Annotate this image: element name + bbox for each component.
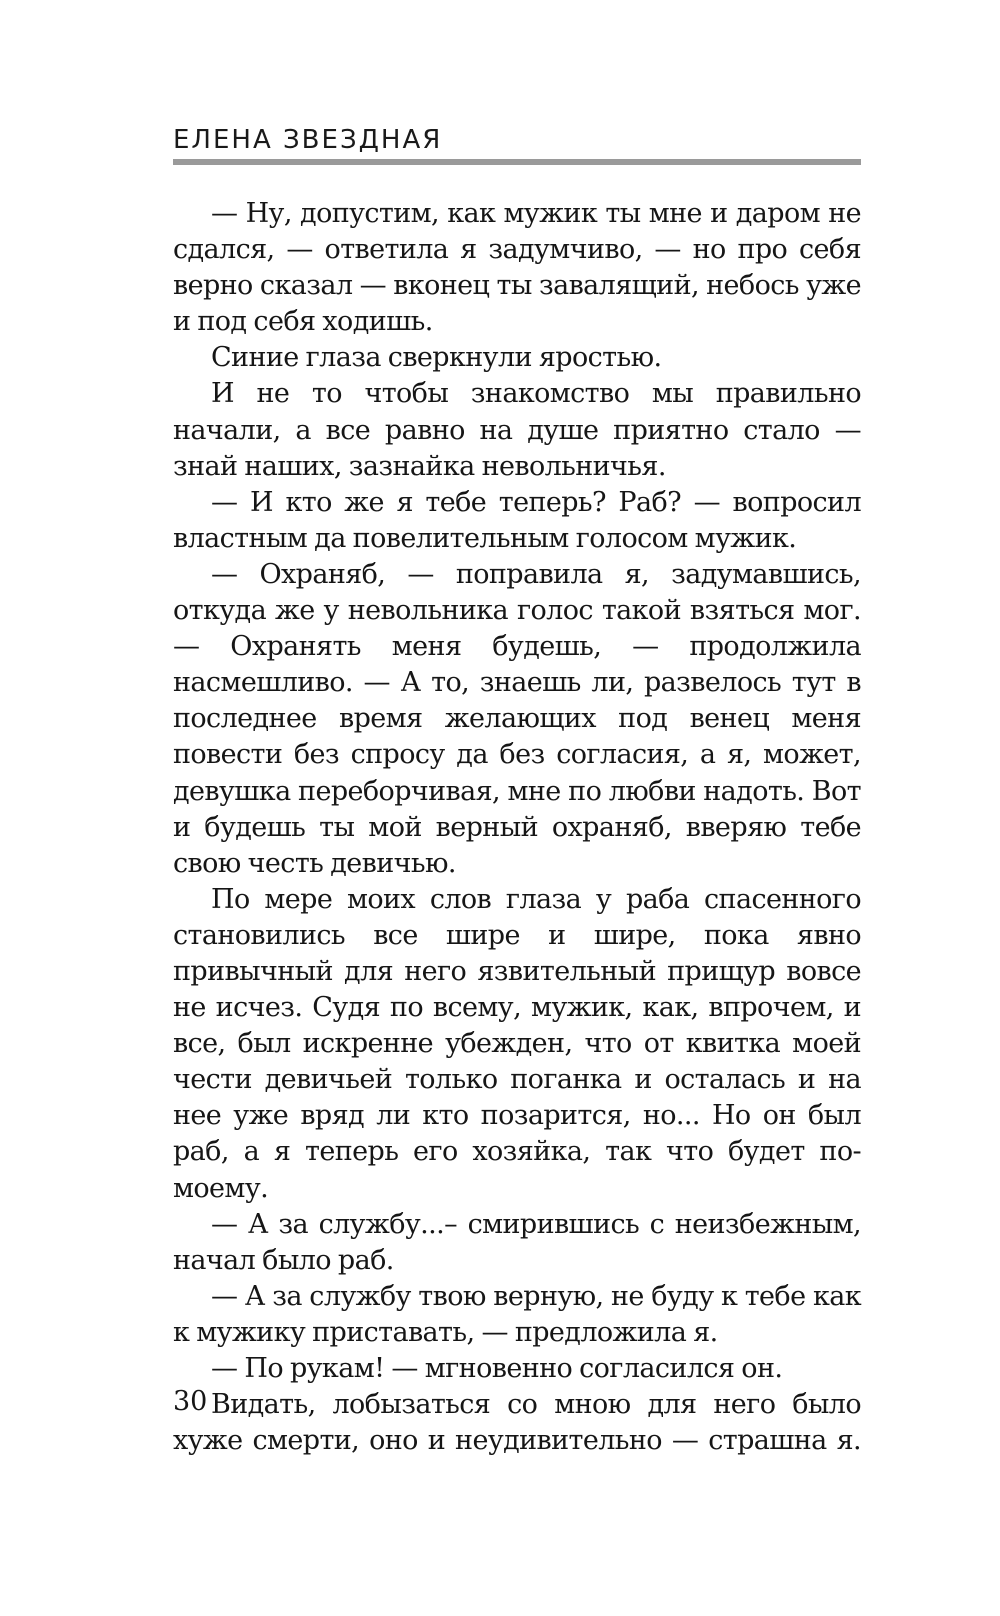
paragraph: Синие глаза сверкнули яростью. (211, 342, 662, 374)
paragraph: — А за службу...– смирившись с неизбежным, начал было раб. (173, 1208, 861, 1276)
paragraph: Видать, лобызаться со мною для него было хуже смерти, оно и неудивительно — страшна я. (173, 1389, 861, 1457)
paragraph: — И кто же я тебе теперь? Раб? — вопросил властным да повелительным голосом мужик. (173, 486, 861, 554)
body-text (173, 196, 861, 1459)
paragraph: — По рукам! — мгновенно согласился он. (211, 1353, 783, 1384)
paragraph: — Охраняб, — поправила я, задумавшись, откуда же у невольника голос такой взяться мог. — Охранять меня будешь, — продолжила насмешливо. — А то, знаешь ли, развелось тут в последнее время желающих под венец меня повести без спросу да без согласия, а я, может, девушка переборчивая, мне по любви надоть. Вот и будешь ты мой верный охраняб, вверяю тебе свою честь девичью. (173, 558, 861, 879)
header-rule (173, 159, 861, 165)
page-number: 30 (173, 1386, 208, 1417)
running-head-author: ЕЛЕНА ЗВЕЗДНАЯ (173, 125, 443, 155)
paragraph: — А за службу твою верную, не буду к тебе как к мужику приставать, — предложила я. (173, 1280, 861, 1348)
paragraph: И не то чтобы знакомство мы правильно начали, а все равно на душе приятно стало — знай наших, зазнайка невольничья. (173, 378, 861, 482)
paragraph: — Ну, допустим, как мужик ты мне и даром не сдался, — ответила я задумчиво, — но про себя верно сказал — вконец ты завалящий, небось уже и под себя ходишь. (173, 198, 861, 338)
paragraph: По мере моих слов глаза у раба спасенного становились все шире и шире, пока явно привычный для него язвительный прищур вовсе не исчез. Судя по всему, мужик, как, впрочем, и все, был искренне убежден, что от квитка моей чести девичьей только поганка и осталась и на нее уже вряд ли кто позарится, но... Но он был раб, а я теперь его хозяйка, так что будет по-моему. (173, 883, 861, 1204)
